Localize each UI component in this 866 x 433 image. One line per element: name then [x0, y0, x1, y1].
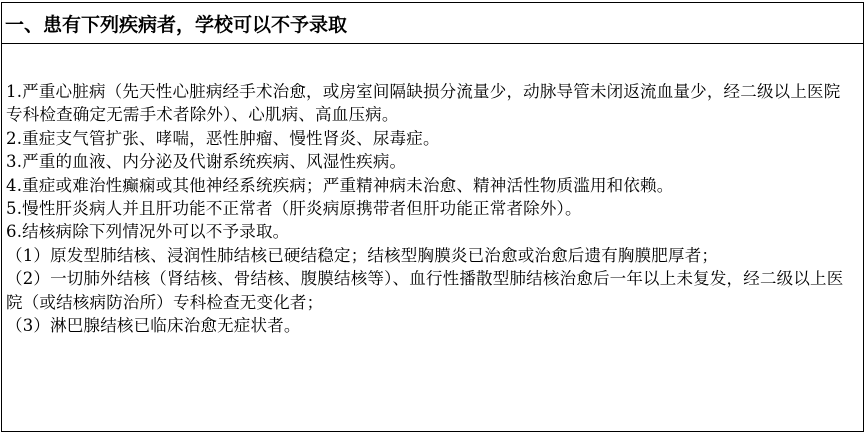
list-item-2: 2.重症支气管扩张、哮喘，恶性肿瘤、慢性肾炎、尿毒症。	[6, 128, 440, 148]
list-item-3: 3.严重的血液、内分泌及代谢系统疾病、风湿性疾病。	[6, 152, 407, 172]
sub-item-2: （2）一切肺外结核（肾结核、骨结核、腹膜结核等）、血行性播散型肺结核治愈后一年以上未复发，经二级以上医院（或结核病防治所）专科检查无变化者；	[6, 269, 844, 312]
sub-item-1: （1）原发型肺结核、浸润性肺结核已硬结稳定；结核型胸膜炎已治愈或治愈后遗有胸膜肥厚者；	[6, 245, 719, 265]
list-item-5: 5.慢性肝炎病人并且肝功能不正常者（肝炎病原携带者但肝功能正常者除外）。	[6, 199, 582, 219]
list-item-6: 6.结核病除下列情况外可以不予录取。	[6, 222, 290, 242]
list-item-4: 4.重症或难治性癫痫或其他神经系统疾病；严重精神病未治愈、精神活性物质滥用和依赖。	[6, 175, 674, 195]
document-table	[1, 2, 864, 432]
section-content	[2, 44, 863, 337]
list-item-1: 1.严重心脏病（先天性心脏病经手术治愈，或房室间隔缺损分流量少，动脉导管未闭返流血量少，经二级以上医院专科检查确定无需手术者除外）、心肌病、高血压病。	[6, 82, 841, 125]
sub-item-3: （3）淋巴腺结核已临床治愈无症状者。	[6, 316, 301, 336]
section-heading: 一、患有下列疾病者，学校可以不予录取	[2, 3, 863, 44]
